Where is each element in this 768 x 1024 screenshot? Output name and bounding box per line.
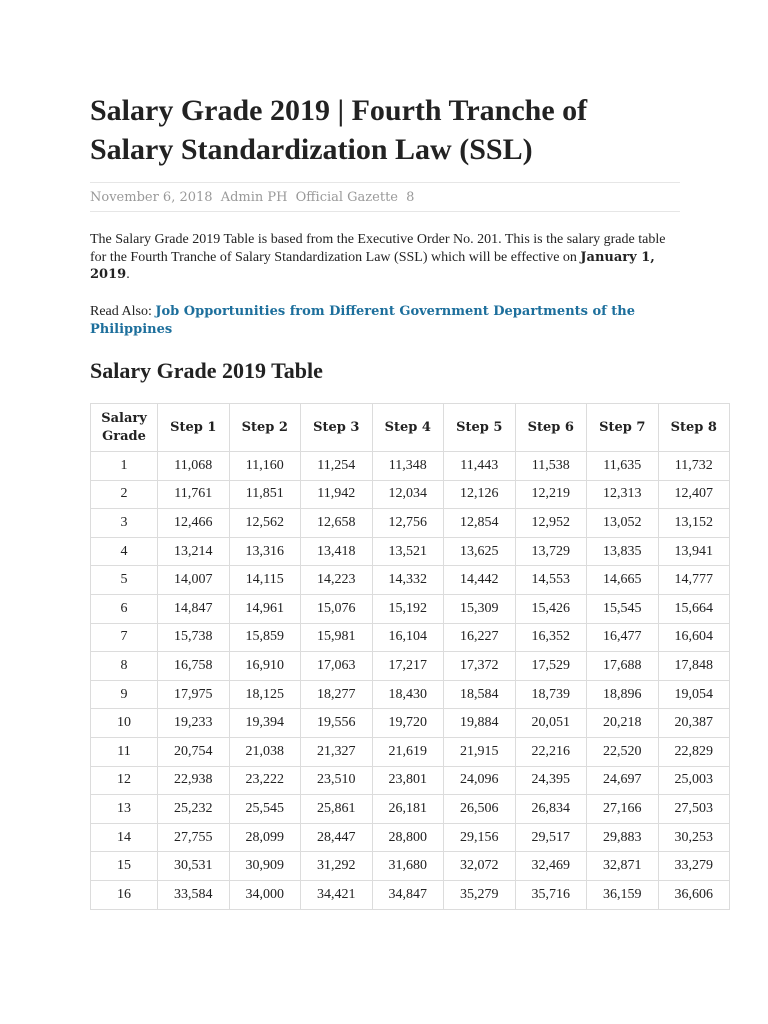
step-6-cell: 16,352	[515, 623, 587, 652]
step-3-cell: 31,292	[301, 852, 373, 881]
intro-text: The Salary Grade 2019 Table is based from the Executive Order No. 201. This is the salary grade table for the Fourth Tranche of Salary Standardization Law (SSL) which will be effective on	[90, 232, 666, 265]
salary-grade-cell: 15	[91, 852, 158, 881]
header-step-5: Step 5	[444, 404, 516, 452]
step-4-cell: 15,192	[372, 594, 444, 623]
salary-grade-cell: 16	[91, 880, 158, 909]
step-6-cell: 26,834	[515, 795, 587, 824]
salary-grade-cell: 13	[91, 795, 158, 824]
step-5-cell: 21,915	[444, 737, 516, 766]
post-date[interactable]: November 6, 2018	[90, 190, 213, 205]
step-2-cell: 14,961	[229, 594, 301, 623]
salary-grade-cell: 6	[91, 594, 158, 623]
read-also	[90, 303, 680, 339]
table-row	[91, 652, 730, 681]
step-3-cell: 15,076	[301, 594, 373, 623]
table-row	[91, 709, 730, 738]
step-2-cell: 21,038	[229, 737, 301, 766]
salary-grade-table	[90, 403, 730, 910]
step-7-cell: 24,697	[587, 766, 659, 795]
step-8-cell: 12,407	[658, 480, 730, 509]
step-6-cell: 18,739	[515, 680, 587, 709]
step-7-cell: 13,835	[587, 537, 659, 566]
header-salary-grade: Salary Grade	[91, 404, 158, 452]
step-3-cell: 18,277	[301, 680, 373, 709]
step-1-cell: 11,068	[158, 452, 230, 481]
step-5-cell: 26,506	[444, 795, 516, 824]
step-5-cell: 15,309	[444, 594, 516, 623]
header-step-7: Step 7	[587, 404, 659, 452]
step-3-cell: 11,254	[301, 452, 373, 481]
table-row	[91, 880, 730, 909]
step-3-cell: 23,510	[301, 766, 373, 795]
step-2-cell: 25,545	[229, 795, 301, 824]
step-8-cell: 13,152	[658, 509, 730, 538]
step-7-cell: 29,883	[587, 823, 659, 852]
step-2-cell: 11,160	[229, 452, 301, 481]
step-2-cell: 23,222	[229, 766, 301, 795]
step-1-cell: 22,938	[158, 766, 230, 795]
step-1-cell: 33,584	[158, 880, 230, 909]
read-also-label: Read Also:	[90, 304, 156, 319]
meta-divider-top	[90, 182, 680, 183]
step-1-cell: 19,233	[158, 709, 230, 738]
step-4-cell: 28,800	[372, 823, 444, 852]
table-row	[91, 823, 730, 852]
step-7-cell: 18,896	[587, 680, 659, 709]
step-8-cell: 14,777	[658, 566, 730, 595]
step-8-cell: 33,279	[658, 852, 730, 881]
salary-grade-cell: 14	[91, 823, 158, 852]
step-5-cell: 29,156	[444, 823, 516, 852]
step-5-cell: 12,126	[444, 480, 516, 509]
header-step-4: Step 4	[372, 404, 444, 452]
step-6-cell: 17,529	[515, 652, 587, 681]
step-5-cell: 12,854	[444, 509, 516, 538]
step-4-cell: 14,332	[372, 566, 444, 595]
table-heading: Salary Grade 2019 Table	[90, 358, 323, 383]
table-row	[91, 452, 730, 481]
step-4-cell: 12,034	[372, 480, 444, 509]
table-row	[91, 594, 730, 623]
comment-count[interactable]: 8	[406, 190, 415, 205]
step-4-cell: 11,348	[372, 452, 444, 481]
salary-grade-cell: 1	[91, 452, 158, 481]
step-8-cell: 13,941	[658, 537, 730, 566]
step-2-cell: 12,562	[229, 509, 301, 538]
step-7-cell: 11,635	[587, 452, 659, 481]
step-2-cell: 15,859	[229, 623, 301, 652]
step-8-cell: 25,003	[658, 766, 730, 795]
salary-grade-cell: 5	[91, 566, 158, 595]
step-7-cell: 20,218	[587, 709, 659, 738]
step-7-cell: 32,871	[587, 852, 659, 881]
step-8-cell: 19,054	[658, 680, 730, 709]
step-6-cell: 15,426	[515, 594, 587, 623]
article-title: Salary Grade 2019 | Fourth Tranche of Salary Standardization Law (SSL)	[90, 94, 588, 166]
step-1-cell: 14,847	[158, 594, 230, 623]
step-5-cell: 19,884	[444, 709, 516, 738]
step-4-cell: 34,847	[372, 880, 444, 909]
step-6-cell: 12,219	[515, 480, 587, 509]
table-row	[91, 852, 730, 881]
step-4-cell: 13,521	[372, 537, 444, 566]
salary-grade-cell: 3	[91, 509, 158, 538]
step-4-cell: 17,217	[372, 652, 444, 681]
step-1-cell: 11,761	[158, 480, 230, 509]
step-3-cell: 13,418	[301, 537, 373, 566]
table-row	[91, 795, 730, 824]
step-4-cell: 12,756	[372, 509, 444, 538]
step-3-cell: 15,981	[301, 623, 373, 652]
step-6-cell: 35,716	[515, 880, 587, 909]
step-8-cell: 20,387	[658, 709, 730, 738]
step-3-cell: 25,861	[301, 795, 373, 824]
header-step-1: Step 1	[158, 404, 230, 452]
step-7-cell: 12,313	[587, 480, 659, 509]
step-8-cell: 27,503	[658, 795, 730, 824]
step-5-cell: 32,072	[444, 852, 516, 881]
step-7-cell: 22,520	[587, 737, 659, 766]
step-6-cell: 29,517	[515, 823, 587, 852]
step-8-cell: 15,664	[658, 594, 730, 623]
step-1-cell: 17,975	[158, 680, 230, 709]
post-category[interactable]: Official Gazette	[295, 190, 398, 205]
step-5-cell: 11,443	[444, 452, 516, 481]
step-1-cell: 30,531	[158, 852, 230, 881]
step-5-cell: 35,279	[444, 880, 516, 909]
header-step-8: Step 8	[658, 404, 730, 452]
salary-grade-cell: 11	[91, 737, 158, 766]
post-author[interactable]: Admin PH	[220, 190, 288, 205]
step-6-cell: 22,216	[515, 737, 587, 766]
step-5-cell: 17,372	[444, 652, 516, 681]
step-6-cell: 11,538	[515, 452, 587, 481]
step-4-cell: 23,801	[372, 766, 444, 795]
step-1-cell: 25,232	[158, 795, 230, 824]
step-4-cell: 18,430	[372, 680, 444, 709]
step-3-cell: 21,327	[301, 737, 373, 766]
step-2-cell: 16,910	[229, 652, 301, 681]
table-row	[91, 680, 730, 709]
salary-grade-cell: 2	[91, 480, 158, 509]
header-step-2: Step 2	[229, 404, 301, 452]
step-5-cell: 13,625	[444, 537, 516, 566]
step-8-cell: 36,606	[658, 880, 730, 909]
step-2-cell: 34,000	[229, 880, 301, 909]
header-step-6: Step 6	[515, 404, 587, 452]
step-4-cell: 21,619	[372, 737, 444, 766]
intro-end: .	[126, 267, 130, 282]
table-row	[91, 623, 730, 652]
post-meta	[90, 188, 680, 208]
effective-date: January 1, 2019	[90, 249, 655, 282]
step-7-cell: 14,665	[587, 566, 659, 595]
step-7-cell: 13,052	[587, 509, 659, 538]
step-3-cell: 17,063	[301, 652, 373, 681]
step-1-cell: 14,007	[158, 566, 230, 595]
step-5-cell: 16,227	[444, 623, 516, 652]
step-7-cell: 15,545	[587, 594, 659, 623]
step-7-cell: 17,688	[587, 652, 659, 681]
step-5-cell: 24,096	[444, 766, 516, 795]
table-row	[91, 566, 730, 595]
step-3-cell: 19,556	[301, 709, 373, 738]
step-1-cell: 13,214	[158, 537, 230, 566]
step-5-cell: 14,442	[444, 566, 516, 595]
step-1-cell: 12,466	[158, 509, 230, 538]
intro-paragraph	[90, 231, 680, 284]
header-step-3: Step 3	[301, 404, 373, 452]
step-1-cell: 27,755	[158, 823, 230, 852]
step-6-cell: 24,395	[515, 766, 587, 795]
step-7-cell: 27,166	[587, 795, 659, 824]
step-1-cell: 20,754	[158, 737, 230, 766]
salary-grade-cell: 4	[91, 537, 158, 566]
step-7-cell: 16,477	[587, 623, 659, 652]
salary-grade-cell: 10	[91, 709, 158, 738]
read-also-link[interactable]: Job Opportunities from Different Government Departments of the Philippines	[90, 304, 636, 337]
step-1-cell: 15,738	[158, 623, 230, 652]
table-row	[91, 737, 730, 766]
step-4-cell: 26,181	[372, 795, 444, 824]
step-3-cell: 11,942	[301, 480, 373, 509]
step-5-cell: 18,584	[444, 680, 516, 709]
step-6-cell: 14,553	[515, 566, 587, 595]
step-6-cell: 13,729	[515, 537, 587, 566]
step-2-cell: 14,115	[229, 566, 301, 595]
table-row	[91, 537, 730, 566]
salary-grade-cell: 8	[91, 652, 158, 681]
step-8-cell: 16,604	[658, 623, 730, 652]
step-2-cell: 11,851	[229, 480, 301, 509]
step-8-cell: 11,732	[658, 452, 730, 481]
step-3-cell: 34,421	[301, 880, 373, 909]
step-4-cell: 16,104	[372, 623, 444, 652]
step-6-cell: 32,469	[515, 852, 587, 881]
step-1-cell: 16,758	[158, 652, 230, 681]
table-body	[91, 452, 730, 910]
step-3-cell: 28,447	[301, 823, 373, 852]
salary-grade-cell: 12	[91, 766, 158, 795]
table-row	[91, 480, 730, 509]
step-2-cell: 18,125	[229, 680, 301, 709]
salary-grade-cell: 7	[91, 623, 158, 652]
step-4-cell: 19,720	[372, 709, 444, 738]
step-7-cell: 36,159	[587, 880, 659, 909]
meta-divider-bottom	[90, 211, 680, 212]
step-6-cell: 12,952	[515, 509, 587, 538]
step-8-cell: 17,848	[658, 652, 730, 681]
step-2-cell: 30,909	[229, 852, 301, 881]
table-row	[91, 509, 730, 538]
step-8-cell: 22,829	[658, 737, 730, 766]
table-header-row	[91, 404, 730, 452]
salary-grade-cell: 9	[91, 680, 158, 709]
step-2-cell: 28,099	[229, 823, 301, 852]
step-4-cell: 31,680	[372, 852, 444, 881]
step-2-cell: 13,316	[229, 537, 301, 566]
step-8-cell: 30,253	[658, 823, 730, 852]
table-row	[91, 766, 730, 795]
step-2-cell: 19,394	[229, 709, 301, 738]
step-6-cell: 20,051	[515, 709, 587, 738]
step-3-cell: 14,223	[301, 566, 373, 595]
step-3-cell: 12,658	[301, 509, 373, 538]
